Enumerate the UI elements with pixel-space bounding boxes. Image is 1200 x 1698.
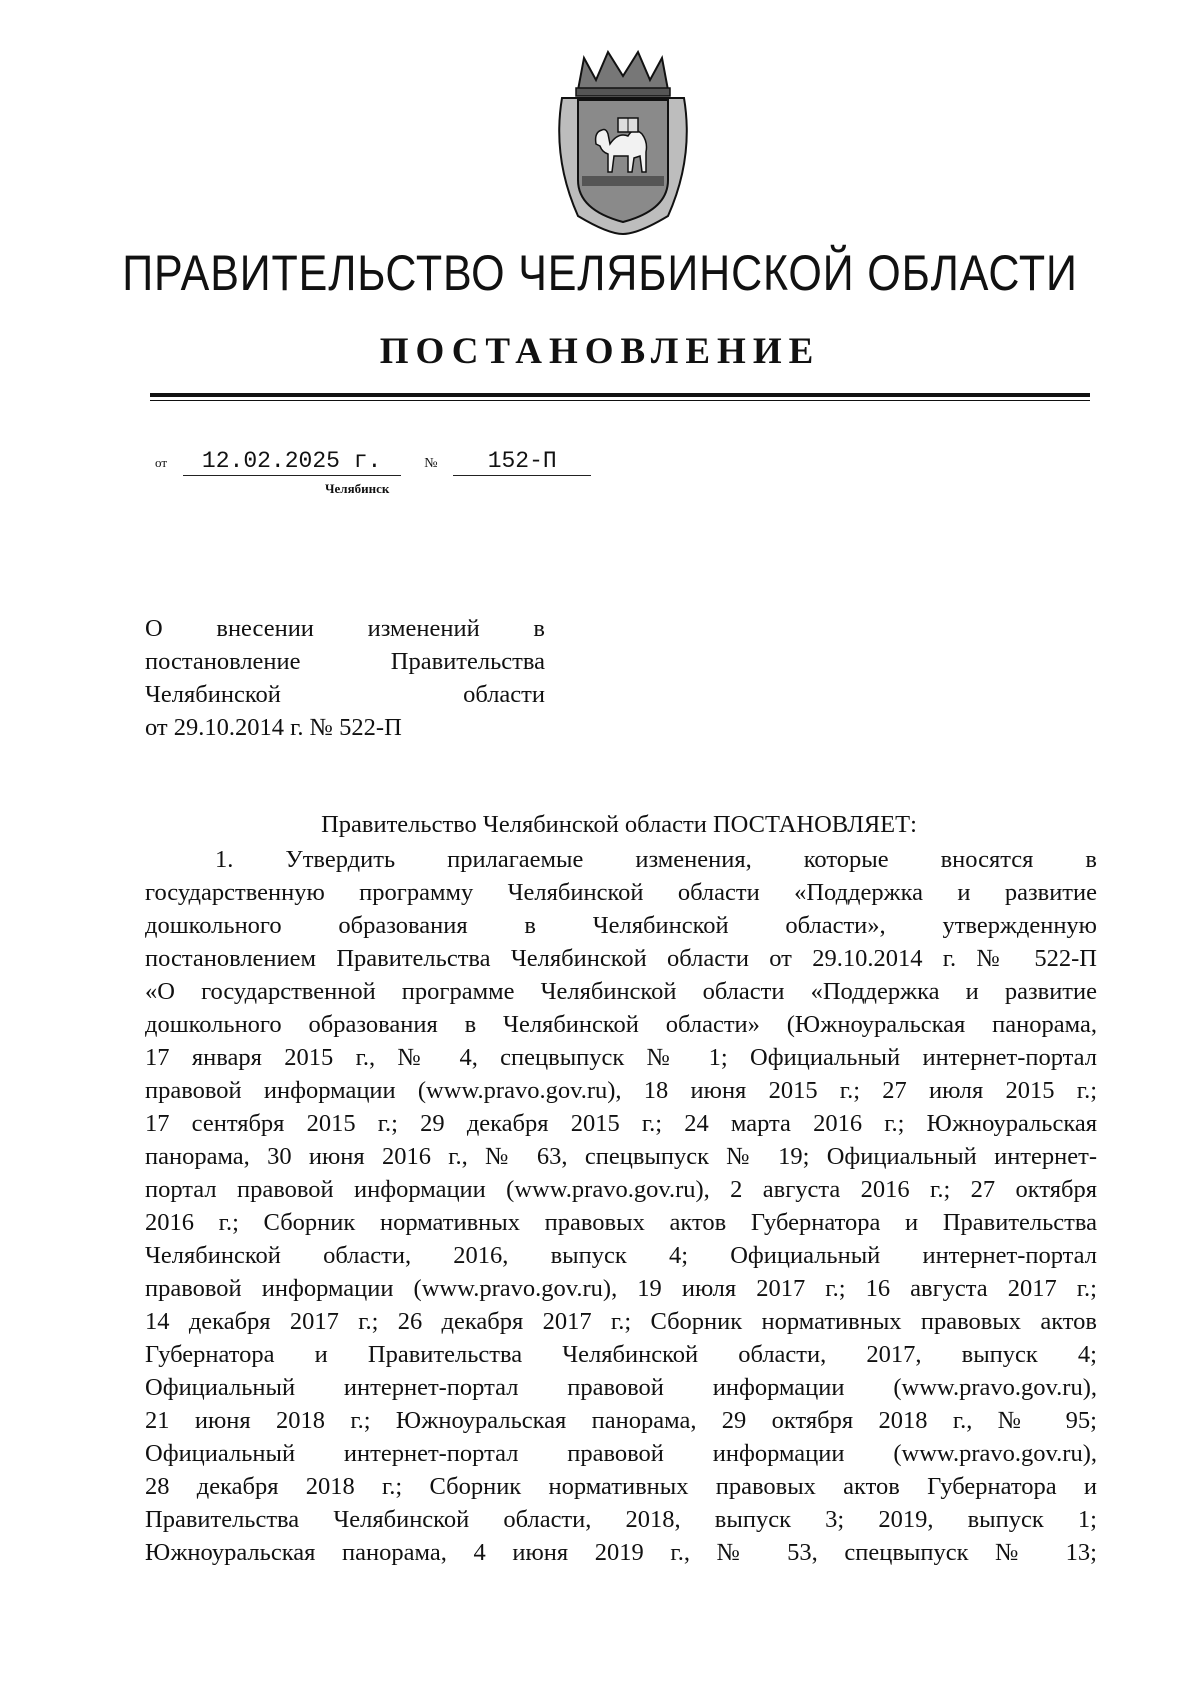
body-line: 28 декабря 2018 г.; Сборник нормативных правовых актов Губернатора и: [145, 1473, 1097, 1500]
body-line: Губернатора и Правительства Челябинской области, 2017, выпуск 4;: [145, 1341, 1097, 1368]
body-line: постановлением Правительства Челябинской области от 29.10.2014 г. № 522-П: [145, 945, 1097, 972]
body-line: 1. Утвердить прилагаемые изменения, которые вносятся в: [215, 846, 1097, 873]
body-line: Правительства Челябинской области, 2018, выпуск 3; 2019, выпуск 1;: [145, 1506, 1097, 1533]
body-line: Южноуральская панорама, 4 июня 2019 г., № 53, спецвыпуск № 13;: [145, 1539, 1097, 1566]
header-rule-thin: [150, 400, 1090, 401]
subject-line: Челябинской области: [145, 681, 545, 708]
body-line: 17 января 2015 г., № 4, спецвыпуск № 1; Официальный интернет-портал: [145, 1044, 1097, 1071]
document-date: 12.02.2025 г.: [183, 448, 401, 476]
body-line: Официальный интернет-портал правовой информации (www.pravo.gov.ru),: [145, 1440, 1097, 1467]
body-line: Официальный интернет-портал правовой информации (www.pravo.gov.ru),: [145, 1374, 1097, 1401]
body-line: дошкольного образования в Челябинской области» (Южноуральская панорама,: [145, 1011, 1097, 1038]
subject-line: О внесении изменений в: [145, 615, 545, 642]
body-line: 21 июня 2018 г.; Южноуральская панорама, 29 октября 2018 г., № 95;: [145, 1407, 1097, 1434]
document-body: [145, 843, 1097, 1569]
body-line: государственную программу Челябинской области «Поддержка и развитие: [145, 879, 1097, 906]
body-line: правовой информации (www.pravo.gov.ru), 19 июля 2017 г.; 16 августа 2017 г.;: [145, 1275, 1097, 1302]
document-subject: [145, 612, 545, 744]
document-city: Челябинск: [325, 481, 390, 496]
number-sign: №: [424, 456, 438, 471]
chelyabinsk-coat-of-arms-icon: [548, 48, 698, 238]
document-number: 152-П: [453, 448, 591, 476]
body-line: «О государственной программе Челябинской области «Поддержка и развитие: [145, 978, 1097, 1005]
body-line: 17 сентября 2015 г.; 29 декабря 2015 г.; 24 марта 2016 г.; Южноуральская: [145, 1110, 1097, 1137]
body-line: правовой информации (www.pravo.gov.ru), 18 июня 2015 г.; 27 июля 2015 г.;: [145, 1077, 1097, 1104]
subject-line: постановление Правительства: [145, 648, 545, 675]
from-label: от: [155, 455, 168, 470]
body-line: Челябинской области, 2016, выпуск 4; Официальный интернет-портал: [145, 1242, 1097, 1269]
body-line: портал правовой информации (www.pravo.gov.ru), 2 августа 2016 г.; 27 октября: [145, 1176, 1097, 1203]
preamble: Правительство Челябинской области ПОСТАНОВЛЯЕТ:: [321, 811, 917, 838]
body-line: 14 декабря 2017 г.; 26 декабря 2017 г.; Сборник нормативных правовых актов: [145, 1308, 1097, 1335]
organization-title: ПРАВИТЕЛЬСТВО ЧЕЛЯБИНСКОЙ ОБЛАСТИ: [122, 245, 1078, 301]
body-line: 2016 г.; Сборник нормативных правовых актов Губернатора и Правительства: [145, 1209, 1097, 1236]
document-meta: [155, 448, 591, 476]
document-type: ПОСТАНОВЛЕНИЕ: [379, 331, 821, 372]
body-line: панорама, 30 июня 2016 г., № 63, спецвыпуск № 19; Официальный интернет-: [145, 1143, 1097, 1170]
body-line: дошкольного образования в Челябинской области», утвержденную: [145, 912, 1097, 939]
header-rule-thick: [150, 393, 1090, 397]
subject-line: от 29.10.2014 г. № 522-П: [145, 714, 402, 741]
